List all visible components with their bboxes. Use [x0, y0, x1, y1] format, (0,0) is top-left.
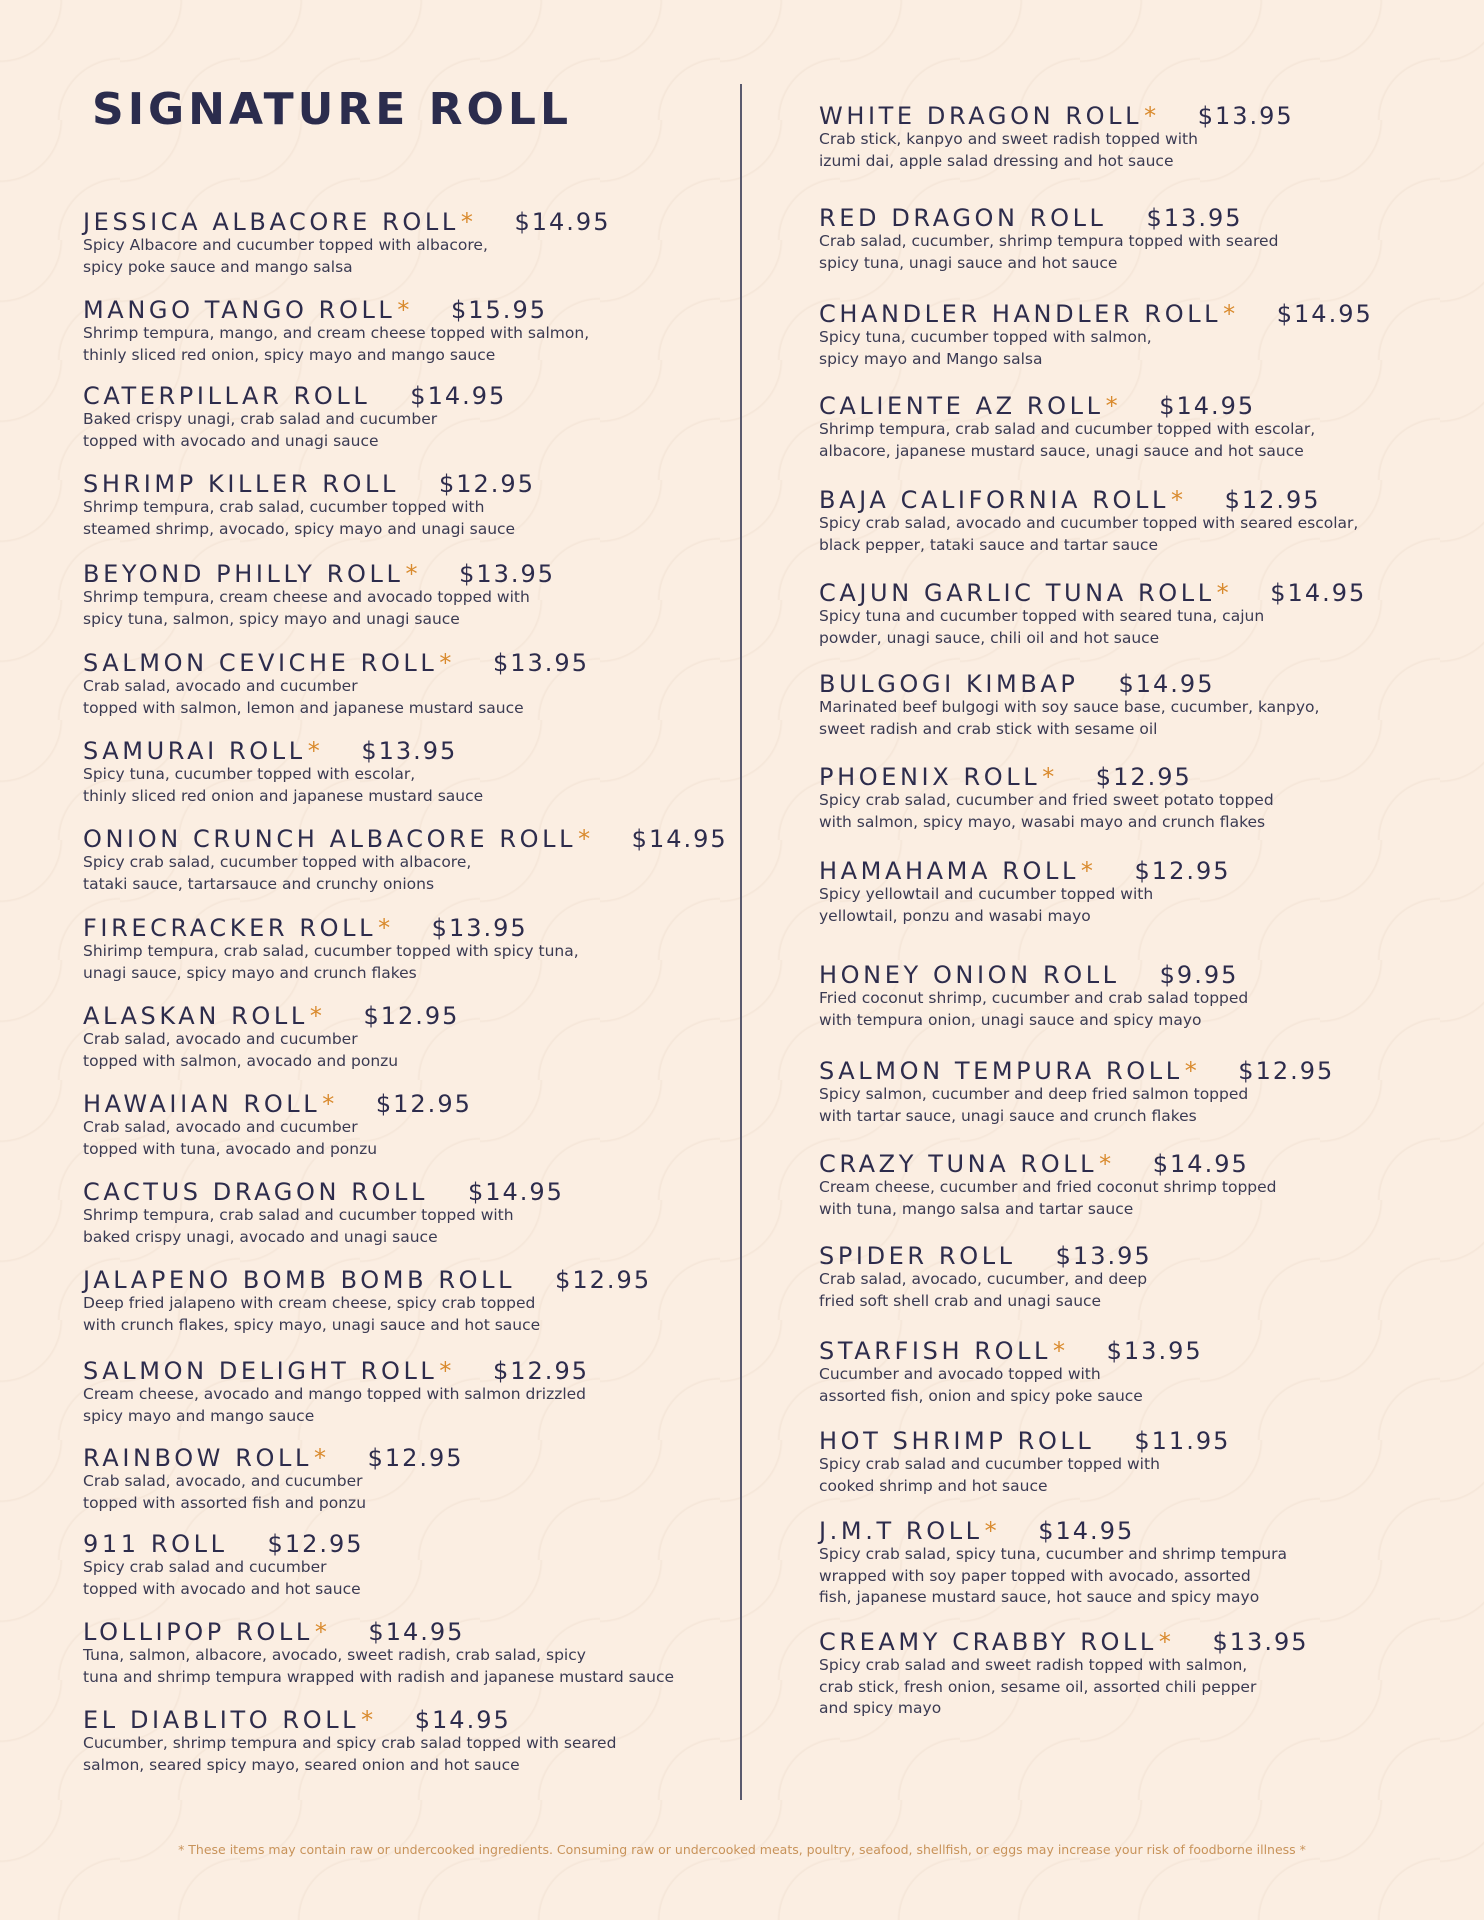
menu-item-description: Cream cheese, cucumber and fried coconut shrimp topped with tuna, mango salsa and tartar sauce — [819, 1178, 1277, 1218]
menu-item-price: $12.95 — [438, 470, 535, 498]
raw-item-asterisk: * — [460, 208, 477, 236]
menu-item-heading — [819, 960, 1419, 990]
menu-item-name: JALAPENO BOMB BOMB ROLL — [83, 1266, 516, 1294]
menu-item-price: $14.95 — [1276, 300, 1373, 328]
menu-item-description: Crab salad, avocado, cucumber, and deep fried soft shell crab and unagi sauce — [819, 1270, 1148, 1310]
menu-item-name: BAJA CALIFORNIA ROLL — [819, 486, 1169, 514]
allergen-disclaimer: * These items may contain raw or undercooked ingredients. Consuming raw or undercooked meats, poultry, seafood, shellfish, or eggs may increase your risk of foodborne illness * — [178, 1842, 1306, 1857]
raw-item-asterisk: * — [1105, 392, 1122, 420]
menu-item — [819, 1516, 1419, 1609]
menu-item-description: Marinated beef bulgogi with soy sauce base, cucumber, kanpyo, sweet radish and crab stick with sesame oil — [819, 698, 1320, 738]
menu-item-price: $14.95 — [368, 1618, 465, 1646]
menu-item-heading — [83, 207, 723, 237]
menu-item-heading — [819, 1336, 1419, 1366]
menu-item-price: $9.95 — [1159, 961, 1239, 989]
menu-item-heading — [819, 856, 1419, 886]
menu-item — [819, 1627, 1419, 1720]
menu-item — [819, 485, 1419, 556]
menu-item — [819, 669, 1419, 740]
menu-item-name: CRAZY TUNA ROLL — [819, 1150, 1098, 1178]
menu-item — [83, 1356, 723, 1427]
menu-item — [819, 856, 1419, 927]
menu-item — [819, 1241, 1419, 1312]
menu-item-description: Cucumber, shrimp tempura and spicy crab salad topped with seared salmon, seared spicy mayo, seared onion and hot sauce — [83, 1734, 617, 1774]
menu-item-name: CAJUN GARLIC TUNA ROLL — [819, 579, 1215, 607]
menu-item-heading — [83, 1705, 723, 1735]
menu-item — [83, 824, 728, 895]
menu-item-heading — [819, 669, 1419, 699]
menu-item-price: $12.95 — [363, 1002, 460, 1030]
menu-item-description: Crab salad, avocado, and cucumber topped with assorted fish and ponzu — [83, 1472, 367, 1512]
raw-item-asterisk: * — [361, 1706, 377, 1734]
raw-item-asterisk: * — [1170, 486, 1187, 514]
menu-item — [819, 960, 1419, 1031]
menu-item-description: Fried coconut shrimp, cucumber and crab salad topped with tempura onion, unagi sauce and spicy mayo — [819, 989, 1249, 1029]
menu-item-name: SALMON TEMPURA ROLL — [819, 1057, 1183, 1085]
raw-item-asterisk: * — [984, 1517, 1001, 1545]
menu-item-description: Spicy tuna and cucumber topped with seared tuna, cajun powder, unagi sauce, chili oil and hot sauce — [819, 607, 1265, 647]
menu-item-name: FIRECRACKER ROLL — [83, 914, 377, 942]
menu-item-heading — [819, 578, 1419, 608]
menu-item-name: WHITE DRAGON ROLL — [819, 102, 1143, 130]
menu-item — [819, 1149, 1419, 1220]
menu-item-price: $11.95 — [1134, 1427, 1231, 1455]
raw-item-asterisk: * — [313, 1444, 330, 1472]
column-divider — [740, 84, 742, 1800]
raw-item-asterisk: * — [309, 1002, 326, 1030]
menu-item-price: $14.95 — [1152, 1150, 1249, 1178]
menu-item-name: CHANDLER HANDLER ROLL — [819, 300, 1222, 328]
menu-item — [83, 1089, 723, 1160]
menu-item-price: $12.95 — [267, 1530, 364, 1558]
page-title: SIGNATURE ROLL — [92, 84, 572, 135]
raw-item-asterisk: * — [1042, 763, 1058, 791]
raw-item-asterisk: * — [1216, 579, 1233, 607]
menu-item-name: 911 ROLL — [83, 1530, 228, 1558]
menu-item-price: $12.95 — [367, 1444, 464, 1472]
menu-item — [819, 762, 1419, 833]
menu-item-name: HAWAIIAN ROLL — [83, 1090, 321, 1118]
menu-item — [83, 648, 723, 719]
menu-item-name: SALMON CEVICHE ROLL — [83, 649, 438, 677]
menu-item-heading — [819, 1627, 1419, 1657]
menu-item-heading — [83, 1001, 723, 1031]
menu-item — [83, 1177, 723, 1248]
menu-item-heading — [83, 648, 723, 678]
menu-item-description: Spicy crab salad, cucumber and fried sweet potato topped with salmon, spicy mayo, wasabi mayo and crunch flakes — [819, 791, 1274, 831]
menu-item-description: Crab salad, avocado and cucumber topped with salmon, avocado and ponzu — [83, 1030, 399, 1070]
menu-item-description: Shrimp tempura, crab salad, cucumber topped with steamed shrimp, avocado, spicy mayo and unagi sauce — [83, 498, 516, 538]
menu-item-price: $14.95 — [631, 825, 728, 853]
menu-item-description: Shirimp tempura, crab salad, cucumber topped with spicy tuna, unagi sauce, spicy mayo and crunch flakes — [83, 942, 579, 982]
menu-item-name: RAINBOW ROLL — [83, 1444, 312, 1472]
menu-item-heading — [83, 1529, 723, 1559]
raw-item-asterisk: * — [578, 825, 594, 853]
menu-item-price: $12.95 — [493, 1357, 589, 1385]
raw-item-asterisk: * — [1158, 1628, 1175, 1656]
menu-item-heading — [83, 1356, 723, 1386]
menu-item — [83, 1443, 723, 1514]
menu-item-heading — [819, 485, 1419, 515]
raw-item-asterisk: * — [439, 1357, 455, 1385]
menu-item — [83, 1529, 723, 1600]
menu-item-price: $14.95 — [514, 208, 611, 236]
menu-item-description: Shrimp tempura, crab salad and cucumber topped with baked crispy unagi, avocado and unagi sauce — [83, 1206, 514, 1246]
menu-item-heading — [83, 469, 723, 499]
menu-item — [83, 1001, 723, 1072]
menu-item-name: SPIDER ROLL — [819, 1242, 1016, 1270]
menu-item-name: LOLLIPOP ROLL — [83, 1618, 313, 1646]
menu-item-name: CALIENTE AZ ROLL — [819, 392, 1104, 420]
menu-item-description: Shrimp tempura, crab salad and cucumber topped with escolar, albacore, japanese mustard sauce, unagi sauce and hot sauce — [819, 420, 1316, 460]
menu-item-heading — [819, 299, 1419, 329]
menu-item-name: BULGOGI KIMBAP — [819, 670, 1079, 698]
menu-item-description: Shrimp tempura, mango, and cream cheese topped with salmon, thinly sliced red onion, spicy mayo and mango sauce — [83, 324, 590, 364]
menu-item-heading — [819, 1516, 1419, 1546]
menu-item — [83, 207, 723, 278]
menu-item-price: $13.95 — [431, 914, 528, 942]
menu-item — [83, 736, 723, 807]
menu-item-heading — [83, 1265, 723, 1295]
menu-item-description: Crab salad, avocado and cucumber topped with tuna, avocado and ponzu — [83, 1118, 378, 1158]
menu-item-price: $12.95 — [1095, 763, 1192, 791]
menu-item-name: STARFISH ROLL — [819, 1337, 1052, 1365]
raw-item-asterisk: * — [1144, 102, 1160, 130]
menu-item-price: $12.95 — [1224, 486, 1321, 514]
raw-item-asterisk: * — [1080, 857, 1097, 885]
menu-item-heading — [83, 381, 723, 411]
menu-item-heading — [819, 1056, 1419, 1086]
menu-item — [819, 1056, 1419, 1127]
menu-item-name: ONION CRUNCH ALBACORE ROLL — [83, 825, 577, 853]
menu-item — [83, 559, 723, 630]
menu-item-description: Spicy crab salad and sweet radish topped with salmon, crab stick, fresh onion, sesame oil, assorted chili pepper and spicy mayo — [819, 1656, 1257, 1717]
menu-item-price: $13.95 — [1197, 102, 1294, 130]
menu-item — [83, 381, 723, 452]
raw-item-asterisk: * — [307, 737, 324, 765]
menu-item-heading — [819, 101, 1419, 131]
menu-item-heading — [83, 1443, 723, 1473]
menu-item-price: $13.95 — [492, 649, 589, 677]
menu-item — [819, 1336, 1419, 1407]
menu-item-name: PHOENIX ROLL — [819, 763, 1041, 791]
menu-item-description: Baked crispy unagi, crab salad and cucumber topped with avocado and unagi sauce — [83, 410, 438, 450]
menu-item-price: $14.95 — [1118, 670, 1215, 698]
menu-item-heading — [819, 1426, 1419, 1456]
menu-item-description: Spicy salmon, cucumber and deep fried salmon topped with tartar sauce, unagi sauce and crunch flakes — [819, 1085, 1249, 1125]
menu-item-description: Deep fried jalapeno with cream cheese, spicy crab topped with crunch flakes, spicy mayo, unagi sauce and hot sauce — [83, 1294, 541, 1334]
menu-item-price: $14.95 — [467, 1178, 564, 1206]
raw-item-asterisk: * — [439, 649, 455, 677]
menu-item-name: CACTUS DRAGON ROLL — [83, 1178, 428, 1206]
menu-item-heading — [83, 1177, 723, 1207]
menu-item-name: J.M.T ROLL — [819, 1517, 983, 1545]
menu-item-name: BEYOND PHILLY ROLL — [83, 560, 404, 588]
menu-item-price: $12.95 — [555, 1266, 652, 1294]
menu-item-heading — [83, 295, 723, 325]
menu-item-description: Crab stick, kanpyo and sweet radish topped with izumi dai, apple salad dressing and hot sauce — [819, 130, 1198, 170]
raw-item-asterisk: * — [1099, 1150, 1115, 1178]
menu-item-name: RED DRAGON ROLL — [819, 204, 1107, 232]
raw-item-asterisk: * — [314, 1618, 331, 1646]
menu-item — [819, 578, 1419, 649]
menu-item-name: MANGO TANGO ROLL — [83, 296, 396, 324]
menu-item — [819, 299, 1419, 370]
menu-item-price: $13.95 — [1055, 1242, 1152, 1270]
menu-item-price: $14.95 — [414, 1706, 511, 1734]
menu-item-description: Spicy crab salad, cucumber topped with albacore, tataki sauce, tartarsauce and crunchy onions — [83, 853, 472, 893]
menu-item-description: Spicy crab salad, spicy tuna, cucumber and shrimp tempura wrapped with soy paper topped with avocado, assorted fish, japanese mustard sauce, hot sauce and spicy mayo — [819, 1545, 1287, 1606]
raw-item-asterisk: * — [1223, 300, 1239, 328]
menu-item-description: Cucumber and avocado topped with assorted fish, onion and spicy poke sauce — [819, 1365, 1143, 1405]
menu-item-heading — [819, 1241, 1419, 1271]
menu-item-description: Spicy tuna, cucumber topped with salmon, spicy mayo and Mango salsa — [819, 328, 1152, 368]
menu-item-heading — [819, 762, 1419, 792]
menu-item-heading — [83, 559, 723, 589]
raw-item-asterisk: * — [1053, 1337, 1069, 1365]
menu-item-price: $12.95 — [375, 1090, 472, 1118]
raw-item-asterisk: * — [405, 560, 422, 588]
menu-item — [819, 101, 1419, 172]
raw-item-asterisk: * — [378, 914, 394, 942]
menu-item — [83, 1265, 723, 1336]
menu-item-name: HAMAHAMA ROLL — [819, 857, 1079, 885]
menu-item-name: CATERPILLAR ROLL — [83, 382, 371, 410]
menu-item-description: Tuna, salmon, albacore, avocado, sweet radish, crab salad, spicy tuna and shrimp tempura wrapped with radish and japanese mustard sauce — [83, 1646, 675, 1686]
menu-item-price: $13.95 — [1106, 1337, 1203, 1365]
menu-item — [83, 295, 723, 366]
menu-item-name: SAMURAI ROLL — [83, 737, 306, 765]
menu-item-heading — [83, 913, 723, 943]
menu-item-description: Cream cheese, avocado and mango topped with salmon drizzled spicy mayo and mango sauce — [83, 1385, 587, 1425]
menu-item-price: $15.95 — [451, 296, 547, 324]
menu-item-price: $14.95 — [1038, 1517, 1135, 1545]
menu-item-price: $12.95 — [1238, 1057, 1335, 1085]
menu-item-description: Spicy crab salad, avocado and cucumber topped with seared escolar, black pepper, tataki sauce and tartar sauce — [819, 514, 1359, 554]
menu-item-heading — [83, 824, 728, 854]
menu-item-name: SALMON DELIGHT ROLL — [83, 1357, 438, 1385]
menu-item-heading — [819, 203, 1419, 233]
menu-item — [83, 913, 723, 984]
menu-item-description: Spicy crab salad and cucumber topped with cooked shrimp and hot sauce — [819, 1455, 1160, 1495]
raw-item-asterisk: * — [1184, 1057, 1201, 1085]
menu-item-name: HONEY ONION ROLL — [819, 961, 1120, 989]
menu-item-description: Spicy Albacore and cucumber topped with albacore, spicy poke sauce and mango salsa — [83, 236, 488, 276]
menu-item — [819, 203, 1419, 274]
menu-item-price: $13.95 — [1212, 1628, 1309, 1656]
raw-item-asterisk: * — [397, 296, 413, 324]
menu-item-price: $13.95 — [361, 737, 458, 765]
menu-item-heading — [83, 1617, 723, 1647]
menu-item-description: Spicy tuna, cucumber topped with escolar, thinly sliced red onion and japanese mustard sauce — [83, 765, 484, 805]
menu-item-price: $14.95 — [410, 382, 507, 410]
menu-item — [83, 1705, 723, 1776]
menu-item-name: EL DIABLITO ROLL — [83, 1706, 360, 1734]
menu-item-price: $13.95 — [1146, 204, 1243, 232]
menu-item-heading — [83, 736, 723, 766]
menu-item — [819, 1426, 1419, 1497]
menu-item-description: Crab salad, avocado and cucumber topped with salmon, lemon and japanese mustard sauce — [83, 677, 524, 717]
menu-item-name: CREAMY CRABBY ROLL — [819, 1628, 1157, 1656]
menu-item-price: $13.95 — [459, 560, 556, 588]
menu-item — [83, 1617, 723, 1688]
menu-item — [83, 469, 723, 540]
menu-item-price: $12.95 — [1134, 857, 1231, 885]
menu-item-description: Spicy crab salad and cucumber topped with avocado and hot sauce — [83, 1558, 361, 1598]
menu-item — [819, 391, 1419, 462]
menu-item-description: Shrimp tempura, cream cheese and avocado topped with spicy tuna, salmon, spicy mayo and unagi sauce — [83, 588, 530, 628]
menu-item-price: $14.95 — [1159, 392, 1256, 420]
menu-item-description: Spicy yellowtail and cucumber topped with yellowtail, ponzu and wasabi mayo — [819, 885, 1154, 925]
menu-item-name: SHRIMP KILLER ROLL — [83, 470, 399, 498]
menu-item-heading — [83, 1089, 723, 1119]
menu-item-name: ALASKAN ROLL — [83, 1002, 308, 1030]
menu-item-name: HOT SHRIMP ROLL — [819, 1427, 1095, 1455]
menu-item-price: $14.95 — [1270, 579, 1367, 607]
raw-item-asterisk: * — [322, 1090, 338, 1118]
menu-item-name: JESSICA ALBACORE ROLL — [83, 208, 459, 236]
menu-item-heading — [819, 391, 1419, 421]
menu-item-description: Crab salad, cucumber, shrimp tempura topped with seared spicy tuna, unagi sauce and hot sauce — [819, 232, 1279, 272]
menu-item-heading — [819, 1149, 1419, 1179]
